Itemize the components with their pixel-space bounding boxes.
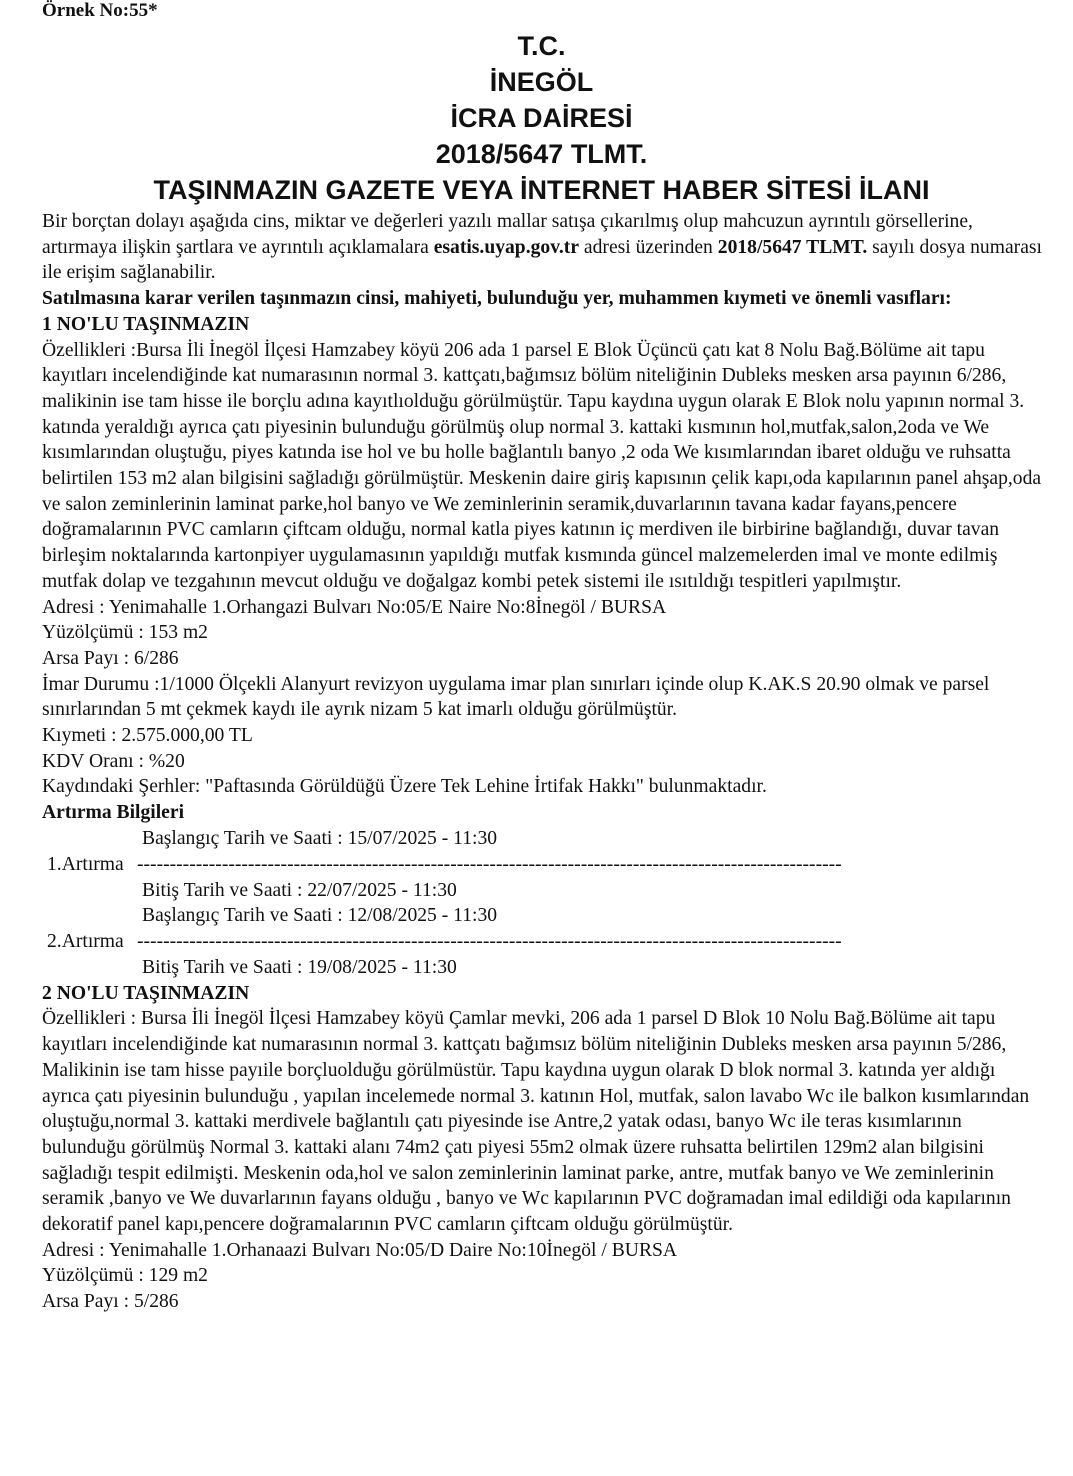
intro-text-3: sayılı dosya numarası ile erişim sağlanabilir. [42, 236, 1042, 284]
auction-2-separator: ------------------------------------------------------------------------------------------------------------ [137, 930, 842, 952]
auction-1-end: Bitiş Tarih ve Saati : 22/07/2025 - 11:30 [142, 879, 457, 901]
property-1-value: Kıymeti : 2.575.000,00 TL [42, 725, 253, 747]
auction-1-separator: ------------------------------------------------------------------------------------------------------------ [137, 853, 842, 875]
property-1-annotations: Kaydındaki Şerhler: "Paftasında Görüldüğü Üzere Tek Lehine İrtifak Hakkı" bulunmaktadır. [42, 776, 767, 798]
header-tc: T.C. [517, 31, 566, 61]
property-1-features: Özellikleri :Bursa İli İnegöl İlçesi Hamzabey köyü 206 ada 1 parsel E Blok Üçüncü çatı kat 8 Nolu Bağ.Bölüme ait tapu kayıtları incelendiğinde kat numarasının normal 3. kattçatı,bağımsız bölüm niteliğinin Dubleks mesken arsa payının 6/286, malikinin ise tam hisse ile borçlu adına kayıtlıolduğu görülmüştür. Tapu kaydına uygun olarak E Blok nolu yapının normal 3. katında yeraldığı ayrıca çatı piyesinin bulunduğu görülmüş olup normal 3. kattaki kısmının hol,mutfak,salon,2oda ve We kısımlarından oluştuğu, piyes katında ise hol ve bu holle bağlantılı banyo ,2 oda We kısımlarından ibaret olduğu ve ruhsatta belirtilen 153 m2 alan bilgisini sağladığı görülmüştür. Meskenin daire giriş kapısının çelik kapı,oda kapılarının panel ahşap,oda ve salon zeminlerinin laminat parke,hol banyo ve We zeminlerinin seramik,duvarlarının tavana kadar fayans,pencere doğramalarının PVC camların çiftcam olduğu, normal katla piyes katının iç merdiven ile birbirine bağlandığı, duvar tavan birleşim noktalarında kartonpiyer uygulamasının yapıldığı mutfak kısmında güncel malzemelerden imal ve monte edilmiş mutfak dolap ve tezgahının mevcut olduğu ve doğalgaz kombi petek sistemi ile ısıtıldığı tespitleri yapılmıştır. [42, 339, 1042, 592]
auction-1-row [42, 852, 1042, 878]
property-1-address: Adresi : Yenimahalle 1.Orhangazi Bulvarı No:05/E Naire No:8İnegöl / BURSA [42, 596, 667, 618]
property-1-vat: KDV Oranı : %20 [42, 750, 185, 772]
auction-2-start: Başlangıç Tarih ve Saati : 12/08/2025 - 11:30 [142, 905, 498, 927]
property-2-share: Arsa Payı : 5/286 [42, 1291, 179, 1313]
header-office: İCRA DAİRESİ [450, 103, 633, 133]
esatis-link: esatis.uyap.gov.tr [433, 236, 580, 258]
auction-1-label: 1.Artırma [47, 853, 124, 875]
section-heading: Satılmasına karar verilen taşınmazın cinsi, mahiyeti, bulunduğu yer, muhammen kıymeti ve önemli vasıfları: [42, 288, 952, 310]
property-2-address: Adresi : Yenimahalle 1.Orhanaazi Bulvarı No:05/D Daire No:10İnegöl / BURSA [42, 1239, 678, 1261]
intro-text-2: adresi üzerinden [579, 236, 718, 258]
sample-number: Örnek No:55* [42, 0, 158, 21]
auction-2-row [42, 929, 1042, 955]
property-1-area: Yüzölçümü : 153 m2 [42, 622, 208, 644]
property-2-area: Yüzölçümü : 129 m2 [42, 1265, 208, 1287]
document-header [0, 28, 1073, 208]
property-2-features: Özellikleri : Bursa İli İnegöl İlçesi Hamzabey köyü Çamlar mevki, 206 ada 1 parsel D Blok 10 Nolu Bağ.Bölüme ait tapu kayıtları incelendiğinde kat numarasının normal 3. kattçatı bağımsız bölüm niteliğinin Dubleks mesken arsa payının 5/286, Malikinin ise tam hisse payıile borçluolduğu görülmüstür. Tapu kaydına uygun olarak D blok normal 3. katında yer aldığı ayrıca çatı piyesinin bulunduğu , yapılan incelemede normal 3. katının Hol, mutfak, salon lavabo Wc ile balkon kısımlarından oluştuğu,normal 3. kattaki merdivele bağlantılı çatı piyesinde ise Antre,2 yatak odası, banyo Wc ile teras kısımlarının bulunduğu görülmüş Normal 3. kattaki alanı 74m2 çatı piyesi 55m2 olmak üzere ruhsatta belirtilen 129m2 alan bilgisini sağladığı tespit edilmişti. Meskenin oda,hol ve salon zeminlerinin laminat parke, antre, mutfak banyo ve We zeminlerinin seramik ,banyo ve We duvarlarının fayans olduğu , banyo ve Wc kapılarının PVC doğramadan imal edildiği oda kapılarının dekoratif panel kapı,pencere doğramalarının PVC camların çiftcam olduğu görülmüştür. [42, 1008, 1030, 1236]
intro-text-1: Bir borçtan dolayı aşağıda cins, miktar ve değerleri yazılı mallar satışa çıkarılmış olup mahcuzun ayrıntılı görsellerine, artırmaya ilişkin şartlara ve ayrıntılı açıklamalara [42, 211, 973, 258]
property-1-zoning: İmar Durumu :1/1000 Ölçekli Alanyurt revizyon uygulama imar plan sınırları içinde olup K.AK.S 20.90 olmak ve parsel sınırlarından 5 mt çekmek kaydı ile ayrık nizam 5 kat imarlı olduğu görülmüştür. [42, 673, 990, 721]
auction-1-start: Başlangıç Tarih ve Saati : 15/07/2025 - 11:30 [142, 827, 498, 849]
property-1-title: 1 NO'LU TAŞINMAZIN [42, 313, 250, 335]
auction-info-title: Artırma Bilgileri [42, 802, 185, 824]
document-body [42, 209, 1042, 1315]
auction-2-label: 2.Artırma [47, 930, 124, 952]
header-district: İNEGÖL [489, 67, 594, 97]
auction-round-2 [42, 903, 1042, 980]
intro-paragraph [42, 209, 1042, 286]
property-2-title: 2 NO'LU TAŞINMAZIN [42, 982, 250, 1004]
property-1-share: Arsa Payı : 6/286 [42, 647, 179, 669]
intro-file-number: 2018/5647 TLMT. [717, 236, 868, 258]
auction-round-1 [42, 826, 1042, 903]
header-notice-title: TAŞINMAZIN GAZETE VEYA İNTERNET HABER SİTESİ İLANI [153, 175, 930, 205]
header-file-number: 2018/5647 TLMT. [435, 139, 648, 169]
auction-2-end: Bitiş Tarih ve Saati : 19/08/2025 - 11:30 [142, 956, 457, 978]
